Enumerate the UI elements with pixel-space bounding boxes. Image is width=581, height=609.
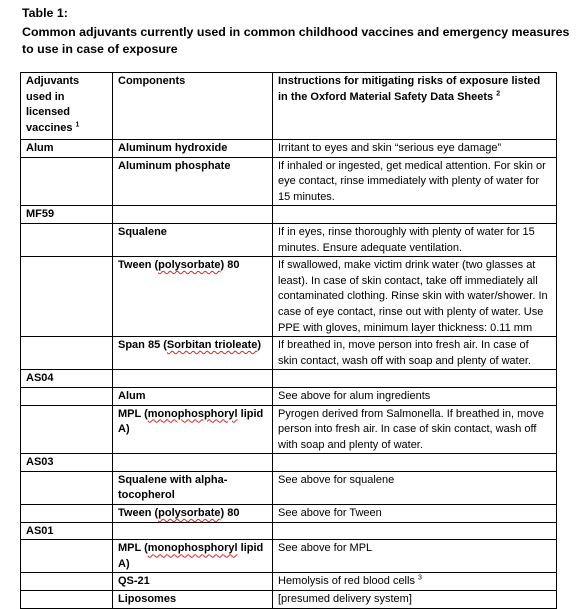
instructions-cell: Pyrogen derived from Salmonella. If breathed in, move person into fresh air. In case of skin contact, wash off with soap and plenty of water. (273, 405, 557, 454)
component-cell: Squalene with alpha-tocopherol (113, 471, 273, 504)
adjuvant-cell (21, 337, 113, 370)
component-cell: Alum (113, 387, 273, 405)
instructions-cell: If breathed in, move person into fresh air. In case of skin contact, wash off with soap and plenty of water. (273, 337, 557, 370)
component-cell (113, 370, 273, 388)
instructions-cell: If in eyes, rinse thoroughly with plenty of water for 15 minutes. Ensure adequate ventilation. (273, 223, 557, 256)
component-text: ) 80 (220, 507, 240, 520)
adjuvant-cell: MF59 (21, 206, 113, 224)
table-row (21, 140, 557, 158)
instructions-cell (273, 370, 557, 388)
instructions-cell (273, 206, 557, 224)
component-text: lipid A) (118, 407, 264, 436)
component-cell (113, 522, 273, 540)
instructions-cell: See above for squalene (273, 471, 557, 504)
adjuvant-cell (21, 405, 113, 454)
adjuvant-cell (21, 591, 113, 609)
header-instructions-text: Instructions for mitigating risks of exposure listed in the Oxford Material Safety Data Sheets (278, 75, 541, 103)
table-row (21, 405, 557, 454)
component-cell (113, 505, 273, 523)
instructions-cell: If inhaled or ingested, get medical attention. For skin or eye contact, rinse immediately with plenty of water for 15 minutes. (273, 157, 557, 206)
table-row (21, 223, 557, 256)
table-row (21, 206, 557, 224)
table-row (21, 573, 557, 591)
header-adjuvants-text: Adjuvants used in licensed vaccines (26, 75, 80, 134)
instructions-cell: [presumed delivery system] (273, 591, 557, 609)
header-instructions-footnote: 2 (496, 89, 501, 97)
instructions-cell: Irritant to eyes and skin “serious eye damage” (273, 140, 557, 158)
spellcheck-word: Sorbitan trioleate (166, 339, 258, 352)
table-row (21, 257, 557, 337)
adjuvant-cell (21, 257, 113, 337)
table-title-line-2: to use in case of exposure (22, 42, 178, 56)
adjuvant-cell (21, 157, 113, 206)
component-cell (113, 206, 273, 224)
component-cell (113, 540, 273, 573)
instructions-cell (273, 522, 557, 540)
table-row (21, 540, 557, 573)
component-cell (113, 257, 273, 337)
adjuvant-cell (21, 223, 113, 256)
instructions-cell (273, 573, 557, 591)
adjuvant-cell: Alum (21, 140, 113, 158)
component-cell: Aluminum phosphate (113, 157, 273, 206)
table-row (21, 387, 557, 405)
spellcheck-word: polysorbate (158, 507, 221, 520)
instructions-cell (273, 454, 557, 472)
instructions-footnote: 3 (418, 574, 422, 582)
adjuvant-cell (21, 387, 113, 405)
instructions-cell: See above for MPL (273, 540, 557, 573)
component-cell: Liposomes (113, 591, 273, 609)
component-cell: Aluminum hydroxide (113, 140, 273, 158)
component-cell (113, 405, 273, 454)
header-adjuvants-footnote: 1 (75, 121, 80, 129)
table-title-line-1: Common adjuvants currently used in common childhood vaccines and emergency measures (22, 25, 570, 39)
spellcheck-word: polysorbate (158, 259, 221, 272)
component-text: Tween ( (118, 507, 159, 520)
header-instructions (273, 73, 557, 140)
component-text: MPL ( (118, 407, 148, 420)
component-text: Tween ( (118, 259, 159, 272)
adjuvant-cell (21, 505, 113, 523)
instructions-text: Hemolysis of red blood cells (278, 575, 415, 588)
spellcheck-word: monophosphoryl (147, 542, 238, 555)
component-cell (113, 454, 273, 472)
component-text: lipid A) (118, 542, 264, 570)
instructions-cell: If swallowed, make victim drink water (two glasses at least). In case of skin contact, take off immediately all contaminated clothing. Rinse skin with water/shower. In case of eye contact, rinse out with plenty of water. Use PPE with gloves, minimum layer thickness: 0.11 mm (273, 257, 557, 337)
component-text: MPL ( (118, 542, 148, 555)
instructions-cell: See above for alum ingredients (273, 387, 557, 405)
component-cell: QS-21 (113, 573, 273, 591)
instructions-cell: See above for Tween (273, 505, 557, 523)
table-row (21, 471, 557, 504)
table-row (21, 337, 557, 370)
header-adjuvants (21, 73, 113, 140)
adjuvant-cell (21, 471, 113, 504)
component-text: Span 85 ( (118, 339, 167, 352)
adjuvants-table (20, 72, 557, 609)
adjuvant-cell: AS01 (21, 522, 113, 540)
component-text: ) 80 (220, 259, 240, 272)
table-row (21, 522, 557, 540)
adjuvant-cell (21, 540, 113, 573)
table-row (21, 454, 557, 472)
spellcheck-word: monophosphoryl (147, 407, 238, 420)
table-row (21, 370, 557, 388)
table-label: Table 1: (22, 6, 68, 20)
component-text: ) (257, 339, 262, 352)
component-cell (113, 337, 273, 370)
adjuvant-cell: AS04 (21, 370, 113, 388)
header-components: Components (113, 73, 273, 140)
component-cell: Squalene (113, 223, 273, 256)
table-row (21, 505, 557, 523)
adjuvant-cell: AS03 (21, 454, 113, 472)
table-row (21, 157, 557, 206)
adjuvant-cell (21, 573, 113, 591)
table-header-row (21, 73, 557, 140)
table-row (21, 591, 557, 609)
